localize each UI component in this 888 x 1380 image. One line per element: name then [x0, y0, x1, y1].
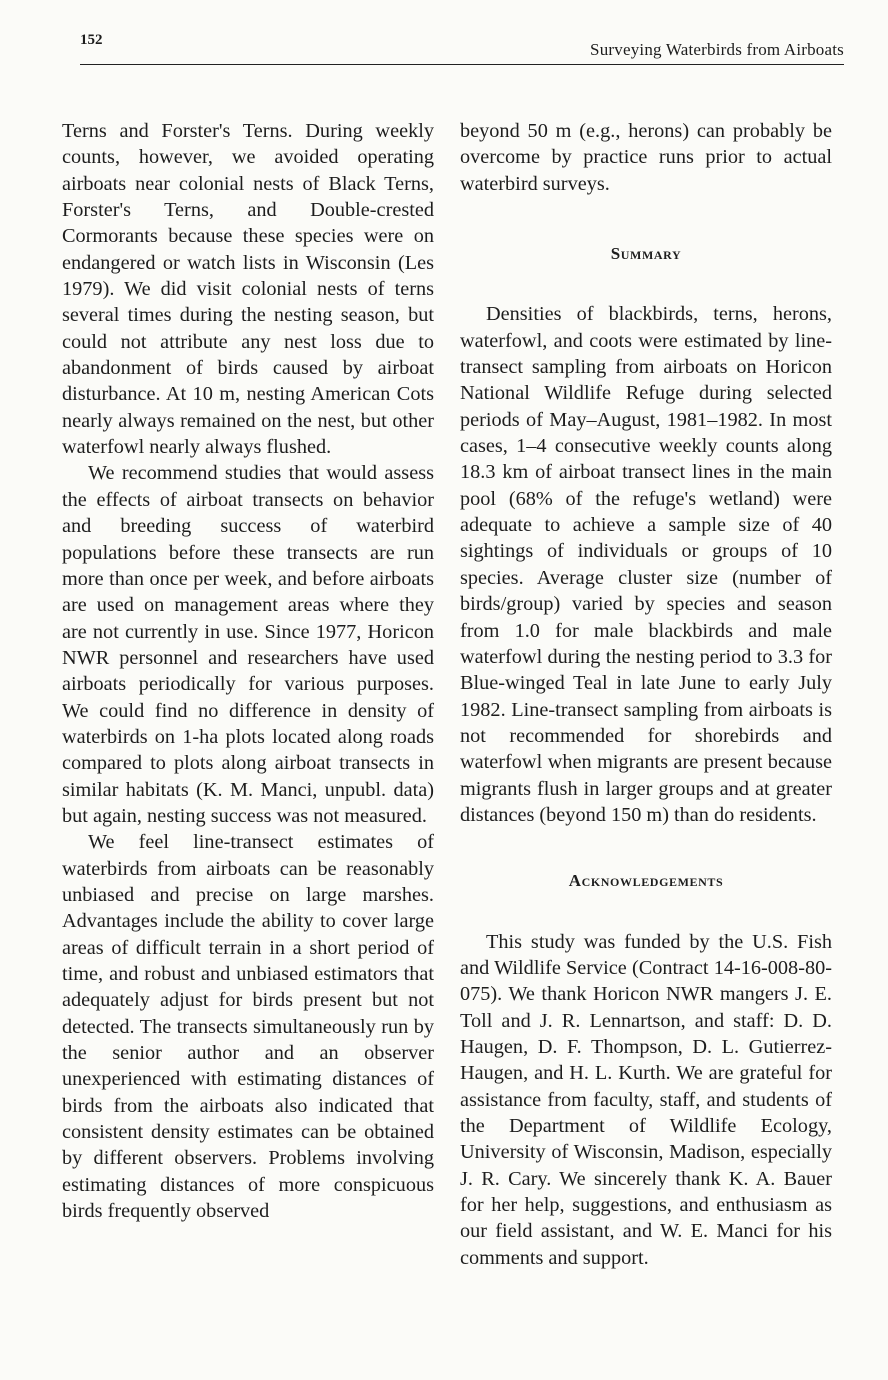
body-paragraph: We recommend studies that would assess the effects of airboat transects on behavior and breeding success of waterbird populations before these transects are run more than once per week, and before airboats are used on management areas where they are not currently in use. Since 1977, Horicon NWR personnel and researchers have used airboats periodically for various purposes. We could find no difference in density of waterbirds on 1-ha plots located along roads compared to plots along airboat transects in similar habitats (K. M. Manci, unpubl. data) but again, nesting success was not measured. — [62, 462, 434, 827]
running-title: Surveying Waterbirds from Airboats — [590, 40, 844, 59]
summary-paragraph: Densities of blackbirds, terns, herons, waterfowl, and coots were estimated by line-transect sampling from airboats on Horicon National Wildlife Refuge during selected periods of May–August, 1981–1982. In most cases, 1–4 consecutive weekly counts along 18.3 km of airboat transect lines in the main pool (68% of the refuge's wetland) were adequate to achieve a sample size of 40 sightings of individuals or groups of 10 species. Average cluster size (number of birds/group) varied by species and season from 1.0 for male blackbirds and male waterfowl during the nesting period to 3.3 for Blue-winged Teal in late June to early July 1982. Line-transect sampling from airboats is not recommended for shorebirds and waterfowl when migrants are present because migrants flush in larger groups and at greater distances (beyond 150 m) than do residents. — [460, 303, 832, 826]
summary-heading: Summary — [610, 244, 682, 264]
right-column — [460, 118, 832, 1271]
page-number: 152 — [80, 32, 103, 48]
left-column — [62, 118, 434, 1224]
continuation-paragraph: beyond 50 m (e.g., herons) can probably be overcome by practice runs prior to actual waterbird surveys. — [460, 120, 832, 195]
acknowledgements-paragraph: This study was funded by the U.S. Fish and Wildlife Service (Contract 14-16-008-80-075). We thank Horicon NWR mangers J. E. Toll and J. R. Lennartson, and staff: D. D. Haugen, D. F. Thompson, D. L. Gutierrez-Haugen, and H. L. Kurth. We are grateful for assistance from faculty, staff, and students of the Department of Wildlife Ecology, University of Wisconsin, Madison, especially J. R. Cary. We sincerely thank K. A. Bauer for her help, suggestions, and enthusiasm as our field assistant, and W. E. Manci for his comments and support. — [460, 930, 832, 1269]
body-paragraph: Terns and Forster's Terns. During weekly counts, however, we avoided operating airboats near colonial nests of Black Terns, Forster's Terns, and Double-crested Cormorants because these species were on endangered or watch lists in Wisconsin (Les 1979). We did visit colonial nests of terns several times during the nesting season, but could not attribute any nest loss due to abandonment of birds caused by airboat disturbance. At 10 m, nesting American Cots nearly always remained on the nest, but other waterfowl nearly always flushed. — [62, 120, 434, 459]
acknowledgements-heading: Acknowledgements — [568, 871, 724, 891]
header-rule — [80, 64, 844, 65]
page-header — [80, 28, 844, 68]
body-paragraph: We feel line-transect estimates of waterbirds from airboats can be reasonably unbiased and precise on large marshes. Advantages include the ability to cover large areas of difficult terrain in a short period of time, and robust and unbiased estimators that adequately adjust for birds present but not detected. The transects simultaneously run by the senior author and an observer unexperienced with estimating distances of birds from the airboats also indicated that consistent density estimates can be obtained by different observers. Problems involving estimating distances of more conspicuous birds frequently observed — [62, 831, 434, 1223]
